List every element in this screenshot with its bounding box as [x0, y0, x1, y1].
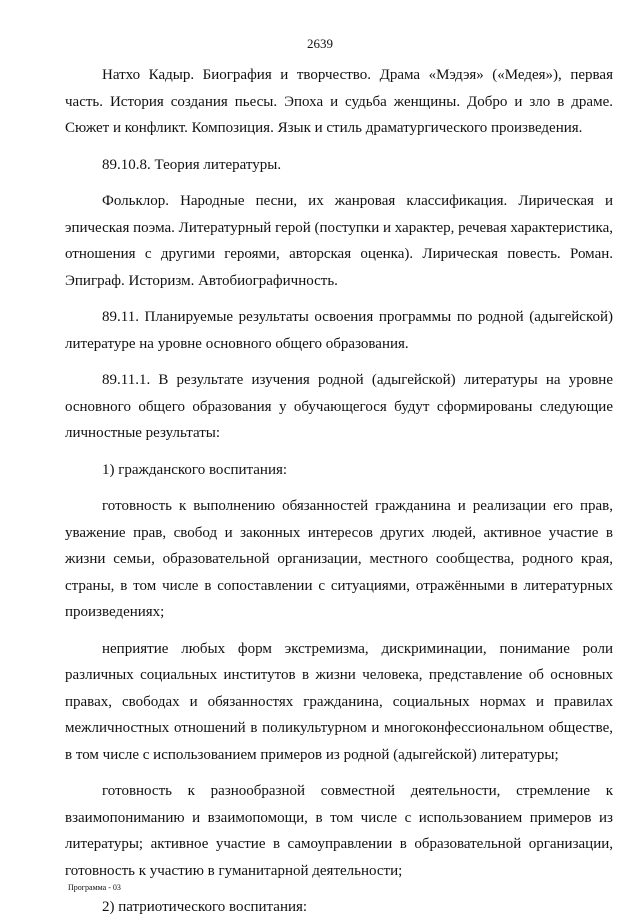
- list-item-patriotic-education: 2) патриотического воспитания:: [102, 899, 308, 915]
- list-item-civic-education: 1) гражданского воспитания:: [102, 461, 288, 478]
- paragraph-joint-activity: готовность к разнообразной совместной деятельности, стремление к взаимопониманию и взаимопомощи, в том числе с использованием примеров из литературы; активное участие в самоуправлении в образовательной организации, готовность к участию в гуманитарной деятельности;: [65, 783, 613, 879]
- paragraph-natkho-kadyr: Натхо Кадыр. Биография и творчество. Драма «Мэдэя» («Медея»), первая часть. История создания пьесы. Эпоха и судьба женщины. Добро и зло в драме. Сюжет и конфликт. Композиция. Язык и стиль драматургического произведения.: [65, 67, 613, 136]
- section-heading-89-11: 89.11. Планируемые результаты освоения программы по родной (адыгейской) литературе на уровне основного общего образования.: [65, 309, 613, 352]
- page-footer: Программа - 03: [68, 883, 121, 892]
- page-number: 2639: [307, 36, 333, 51]
- paragraph-folklore: Фольклор. Народные песни, их жанровая классификация. Лирическая и эпическая поэма. Литературный герой (поступки и характер, речевая характеристика, отношения с другими героями, авторская оценка). Лирическая повесть. Роман. Эпиграф. Историзм. Автобиографичность.: [65, 193, 614, 289]
- paragraph-rejection-extremism: неприятие любых форм экстремизма, дискриминации, понимание роли различных социальных институтов в жизни человека, представление об основных правах, свободах и обязанностях гражданина, социальных нормах и правилах межличностных отношений в поликультурном и многоконфессиональном обществе, в том числе с использованием примеров из родной (адыгейской) литературы;: [65, 640, 613, 763]
- document-body: [65, 62, 613, 921]
- section-heading-89-10-8: 89.10.8. Теория литературы.: [102, 156, 282, 173]
- paragraph-readiness-duties: готовность к выполнению обязанностей гражданина и реализации его прав, уважение прав, свобод и законных интересов других людей, активное участие в жизни семьи, образовательной организации, местного сообщества, родного края, страны, в том числе в сопоставлении с ситуациями, отражёнными в литературных произведениях;: [65, 498, 613, 620]
- paragraph-89-11-1: 89.11.1. В результате изучения родной (адыгейской) литературы на уровне основного общего образования у обучающегося будут сформированы следующие личностные результаты:: [65, 372, 613, 441]
